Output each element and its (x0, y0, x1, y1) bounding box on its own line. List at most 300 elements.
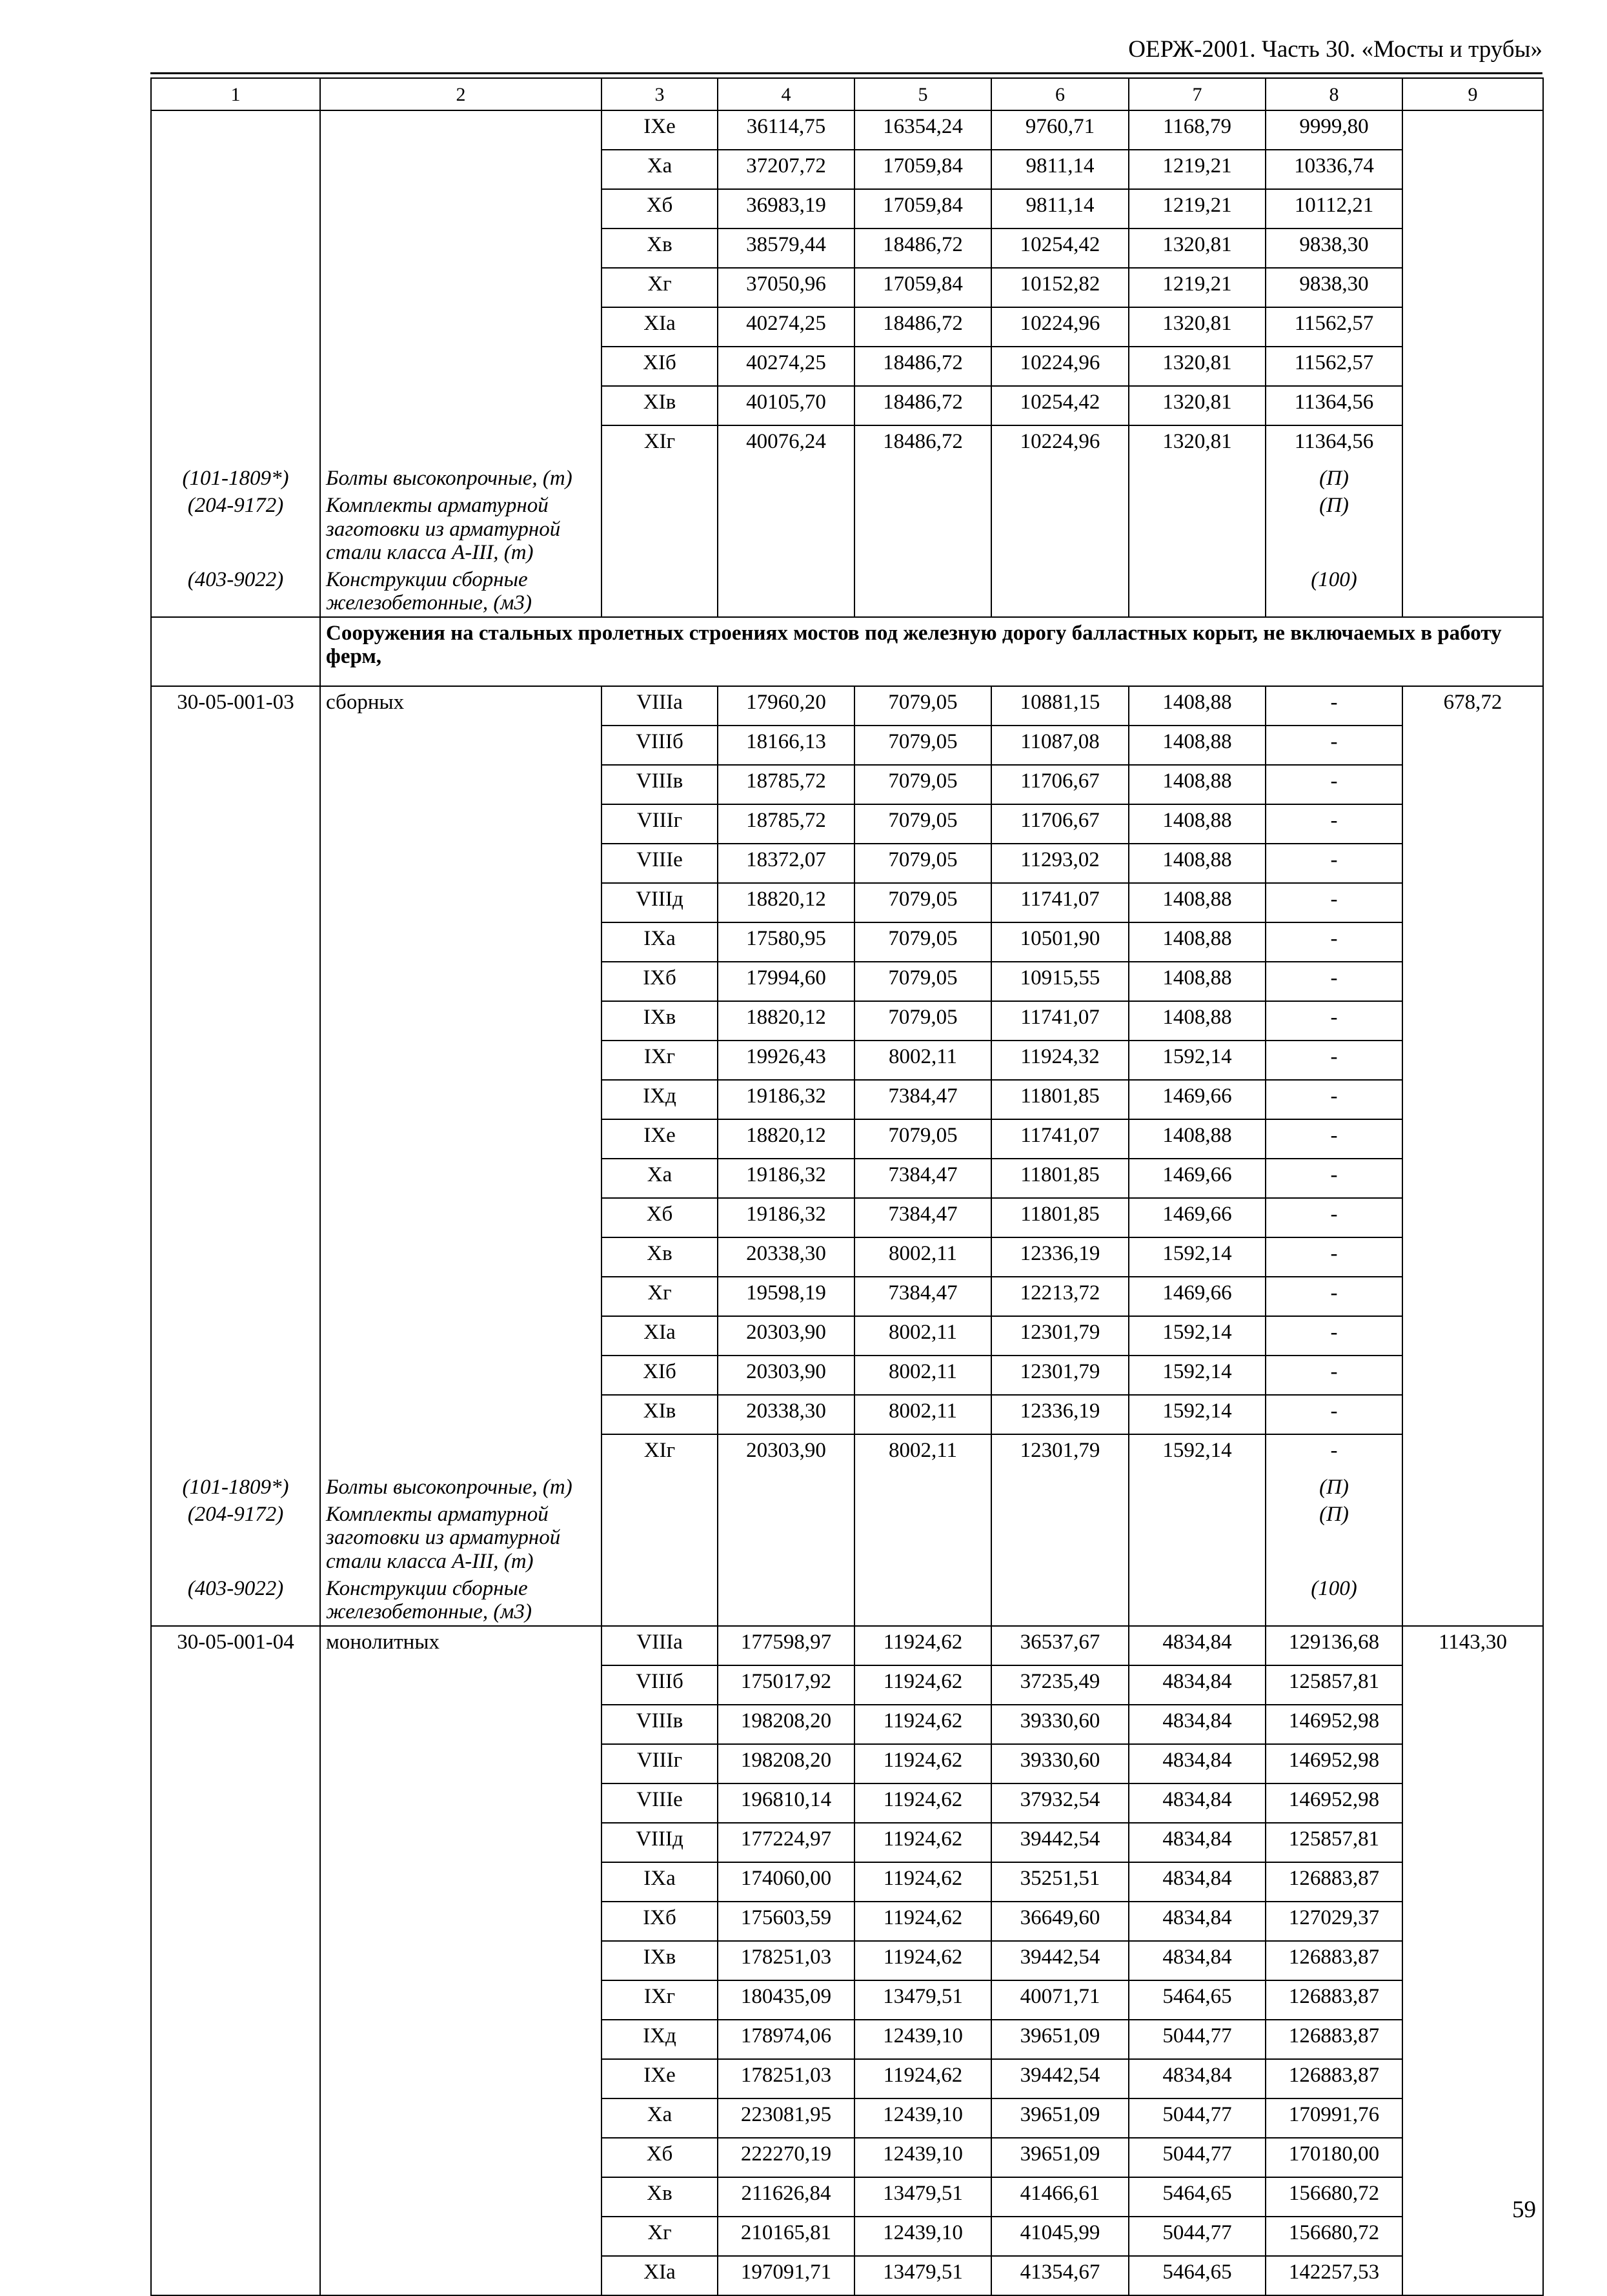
value-cell-col7: 1408,88 (1129, 686, 1266, 726)
rate-code-cell (151, 150, 320, 189)
rate-code-cell (151, 844, 320, 883)
rate-name-cell (320, 1119, 601, 1159)
value-cell-col7: 1469,66 (1129, 1277, 1266, 1316)
rate-code-cell (151, 1356, 320, 1395)
rate-name-cell (320, 2177, 601, 2217)
col9-cell (1402, 726, 1543, 765)
resource-code: (403-9022) (151, 1574, 320, 1626)
value-cell-col8: 126883,87 (1266, 2059, 1402, 2098)
value-cell-col5: 11924,62 (854, 1665, 991, 1705)
rate-code-cell (151, 1665, 320, 1705)
value-cell-col6: 11293,02 (991, 844, 1129, 883)
value-cell-col7: 1219,21 (1129, 150, 1266, 189)
col9-cell (1402, 229, 1543, 268)
col9-cell (1402, 2138, 1543, 2177)
value-cell-col7: 1408,88 (1129, 804, 1266, 844)
value-cell-col6: 10915,55 (991, 962, 1129, 1001)
zone-cell: VIIIд (601, 883, 718, 922)
rate-name-cell (320, 110, 601, 150)
value-cell-col8: 156680,72 (1266, 2177, 1402, 2217)
value-cell-col4: 40274,25 (718, 307, 854, 347)
empty-cell (1129, 1574, 1266, 1626)
rate-code-cell (151, 1744, 320, 1783)
rate-name-cell (320, 1041, 601, 1080)
value-cell-col7: 1219,21 (1129, 268, 1266, 307)
value-cell-col6: 11924,32 (991, 1041, 1129, 1080)
empty-cell (991, 464, 1129, 491)
empty-cell (718, 464, 854, 491)
value-cell-col6: 12301,79 (991, 1316, 1129, 1356)
table-row (151, 307, 1543, 347)
value-cell-col5: 16354,24 (854, 110, 991, 150)
rate-name-cell (320, 1237, 601, 1277)
value-cell-col6: 39442,54 (991, 1823, 1129, 1862)
table-row (151, 1705, 1543, 1744)
value-cell-col6: 39651,09 (991, 2020, 1129, 2059)
value-cell-col8: 156680,72 (1266, 2217, 1402, 2256)
value-cell-col5: 7079,05 (854, 726, 991, 765)
value-cell-col6: 36649,60 (991, 1902, 1129, 1941)
empty-cell (991, 565, 1129, 617)
value-cell-col4: 17580,95 (718, 922, 854, 962)
table-row (151, 2256, 1543, 2295)
value-cell-col8: 129136,68 (1266, 1626, 1402, 1665)
value-cell-col8: - (1266, 1119, 1402, 1159)
zone-cell: Xа (601, 1159, 718, 1198)
table-row (151, 1001, 1543, 1041)
resource-value: (П) (1266, 464, 1402, 491)
rate-name-cell (320, 347, 601, 386)
col9-cell (1402, 1119, 1543, 1159)
value-cell-col4: 18820,12 (718, 1119, 854, 1159)
zone-cell: IXг (601, 1041, 718, 1080)
value-cell-col8: 9838,30 (1266, 229, 1402, 268)
resource-name: Болты высокопрочные, (т) (320, 464, 601, 491)
value-cell-col6: 35251,51 (991, 1862, 1129, 1902)
value-cell-col8: - (1266, 1434, 1402, 1473)
table-row (151, 386, 1543, 425)
rate-code-cell (151, 883, 320, 922)
col9-cell (1402, 150, 1543, 189)
value-cell-col7: 1592,14 (1129, 1434, 1266, 1473)
col9-cell (1402, 307, 1543, 347)
value-cell-col4: 20338,30 (718, 1395, 854, 1434)
value-cell-col6: 11801,85 (991, 1198, 1129, 1237)
value-cell-col7: 5044,77 (1129, 2098, 1266, 2138)
resource-name: Конструкции сборные железобетонные, (м3) (320, 1574, 601, 1626)
col9-cell (1402, 1277, 1543, 1316)
rate-name-cell (320, 1001, 601, 1041)
column-number: 7 (1129, 78, 1266, 110)
value-cell-col7: 1408,88 (1129, 962, 1266, 1001)
empty-cell (991, 491, 1129, 565)
value-cell-col6: 10224,96 (991, 425, 1129, 464)
rate-code-cell (151, 1159, 320, 1198)
value-cell-col4: 20338,30 (718, 1237, 854, 1277)
rate-name-cell (320, 1159, 601, 1198)
column-number: 3 (601, 78, 718, 110)
resource-name: Конструкции сборные железобетонные, (м3) (320, 565, 601, 617)
value-cell-col6: 12336,19 (991, 1395, 1129, 1434)
value-cell-col8: 126883,87 (1266, 2020, 1402, 2059)
value-cell-col8: 9999,80 (1266, 110, 1402, 150)
empty-cell (854, 1500, 991, 1574)
rate-code-cell: 30-05-001-03 (151, 686, 320, 726)
rate-code-cell (151, 1434, 320, 1473)
table-row (151, 1237, 1543, 1277)
empty-cell (1129, 565, 1266, 617)
zone-cell: IXб (601, 1902, 718, 1941)
zone-cell: VIIIа (601, 1626, 718, 1665)
value-cell-col8: 126883,87 (1266, 1862, 1402, 1902)
table-row (151, 1980, 1543, 2020)
rate-name-cell (320, 2020, 601, 2059)
col9-cell (1402, 1744, 1543, 1783)
value-cell-col7: 1469,66 (1129, 1080, 1266, 1119)
value-cell-col5: 11924,62 (854, 1705, 991, 1744)
rate-code-cell (151, 1783, 320, 1823)
value-cell-col7: 4834,84 (1129, 2059, 1266, 2098)
value-cell-col4: 175603,59 (718, 1902, 854, 1941)
resource-code: (101-1809*) (151, 1473, 320, 1500)
rate-name-cell (320, 1705, 601, 1744)
col9-cell (1402, 1980, 1543, 2020)
rate-code-cell (151, 347, 320, 386)
value-cell-col5: 7079,05 (854, 962, 991, 1001)
col9-cell (1402, 1862, 1543, 1902)
column-number: 6 (991, 78, 1129, 110)
table-row (151, 922, 1543, 962)
rate-name-cell (320, 2256, 601, 2295)
table-row (151, 883, 1543, 922)
value-cell-col8: 170180,00 (1266, 2138, 1402, 2177)
table-row (151, 1862, 1543, 1902)
value-cell-col6: 11801,85 (991, 1159, 1129, 1198)
value-cell-col8: 146952,98 (1266, 1705, 1402, 1744)
value-cell-col8: - (1266, 726, 1402, 765)
col9-cell (1402, 268, 1543, 307)
value-cell-col6: 39442,54 (991, 2059, 1129, 2098)
rate-code-cell (151, 804, 320, 844)
rate-name-cell: сборных (320, 686, 601, 726)
table-row (151, 1316, 1543, 1356)
rate-code-cell (151, 765, 320, 804)
zone-cell: IXд (601, 2020, 718, 2059)
value-cell-col4: 40274,25 (718, 347, 854, 386)
zone-cell: IXг (601, 1980, 718, 2020)
rate-code-cell (151, 726, 320, 765)
col9-cell (1402, 1080, 1543, 1119)
table-row (151, 1434, 1543, 1473)
empty-cell (1129, 464, 1266, 491)
value-cell-col6: 12213,72 (991, 1277, 1129, 1316)
value-cell-col4: 178251,03 (718, 1941, 854, 1980)
rate-code-cell (151, 1041, 320, 1080)
value-cell-col5: 7384,47 (854, 1277, 991, 1316)
zone-cell: VIIIе (601, 1783, 718, 1823)
resource-code: (204-9172) (151, 491, 320, 565)
table-row (151, 2177, 1543, 2217)
value-cell-col4: 19926,43 (718, 1041, 854, 1080)
rate-code-cell (151, 1198, 320, 1237)
value-cell-col5: 7384,47 (854, 1080, 991, 1119)
value-cell-col4: 178251,03 (718, 2059, 854, 2098)
value-cell-col5: 11924,62 (854, 1941, 991, 1980)
value-cell-col8: - (1266, 883, 1402, 922)
zone-cell: Xб (601, 189, 718, 229)
resource-row (151, 1500, 1543, 1574)
rate-name-cell (320, 1395, 601, 1434)
value-cell-col6: 39330,60 (991, 1744, 1129, 1783)
value-cell-col6: 11741,07 (991, 1119, 1129, 1159)
rate-code-cell (151, 1395, 320, 1434)
value-cell-col4: 18166,13 (718, 726, 854, 765)
value-cell-col8: - (1266, 1198, 1402, 1237)
empty-cell (601, 1473, 718, 1500)
table-row (151, 1159, 1543, 1198)
column-number: 5 (854, 78, 991, 110)
rate-name-cell (320, 1665, 601, 1705)
zone-cell: VIIIв (601, 1705, 718, 1744)
value-cell-col5: 11924,62 (854, 1823, 991, 1862)
col9-cell (1402, 922, 1543, 962)
column-number: 4 (718, 78, 854, 110)
value-cell-col7: 1408,88 (1129, 922, 1266, 962)
rate-name-cell (320, 962, 601, 1001)
rate-code-cell (151, 229, 320, 268)
value-cell-col7: 4834,84 (1129, 1941, 1266, 1980)
col9-cell (1402, 1041, 1543, 1080)
rate-name-cell (320, 1434, 601, 1473)
value-cell-col4: 177224,97 (718, 1823, 854, 1862)
col9-cell (1402, 2059, 1543, 2098)
rate-name-cell (320, 765, 601, 804)
table-row (151, 1744, 1543, 1783)
value-cell-col8: - (1266, 1159, 1402, 1198)
value-cell-col7: 1469,66 (1129, 1198, 1266, 1237)
zone-cell: Xг (601, 1277, 718, 1316)
value-cell-col5: 11924,62 (854, 1783, 991, 1823)
table-row (151, 1041, 1543, 1080)
value-cell-col8: 9838,30 (1266, 268, 1402, 307)
col9-cell (1402, 1705, 1543, 1744)
table-row (151, 268, 1543, 307)
value-cell-col6: 9760,71 (991, 110, 1129, 150)
value-cell-col4: 19186,32 (718, 1080, 854, 1119)
value-cell-col4: 18820,12 (718, 1001, 854, 1041)
col9-cell (1402, 804, 1543, 844)
table-row (151, 765, 1543, 804)
value-cell-col4: 180435,09 (718, 1980, 854, 2020)
col9-cell (1402, 347, 1543, 386)
zone-cell: IXб (601, 962, 718, 1001)
resource-row (151, 565, 1543, 617)
value-cell-col7: 1592,14 (1129, 1041, 1266, 1080)
zone-cell: IXв (601, 1001, 718, 1041)
value-cell-col8: - (1266, 1041, 1402, 1080)
table-row (151, 1941, 1543, 1980)
value-cell-col5: 7079,05 (854, 765, 991, 804)
value-cell-col5: 18486,72 (854, 229, 991, 268)
empty-cell (1402, 491, 1543, 565)
empty-cell (854, 464, 991, 491)
rates-table-body (151, 78, 1543, 2295)
resource-value: (П) (1266, 491, 1402, 565)
value-cell-col4: 37207,72 (718, 150, 854, 189)
value-cell-col4: 19598,19 (718, 1277, 854, 1316)
zone-cell: XIг (601, 1434, 718, 1473)
rate-name-cell (320, 425, 601, 464)
resource-name: Комплекты арматурной заготовки из арматурной стали класса А-III, (т) (320, 1500, 601, 1574)
zone-cell: Xб (601, 1198, 718, 1237)
col9-cell (1402, 1198, 1543, 1237)
value-cell-col4: 40076,24 (718, 425, 854, 464)
value-cell-col5: 13479,51 (854, 2256, 991, 2295)
resource-row (151, 1574, 1543, 1626)
value-cell-col7: 1320,81 (1129, 229, 1266, 268)
rate-name-cell (320, 2059, 601, 2098)
empty-cell (718, 1500, 854, 1574)
value-cell-col4: 18785,72 (718, 765, 854, 804)
column-number: 1 (151, 78, 320, 110)
empty-cell (1402, 464, 1543, 491)
value-cell-col4: 174060,00 (718, 1862, 854, 1902)
value-cell-col7: 1592,14 (1129, 1395, 1266, 1434)
value-cell-col5: 13479,51 (854, 1980, 991, 2020)
table-row (151, 347, 1543, 386)
value-cell-col5: 11924,62 (854, 1626, 991, 1665)
rate-code-cell (151, 386, 320, 425)
resource-code: (403-9022) (151, 565, 320, 617)
value-cell-col4: 222270,19 (718, 2138, 854, 2177)
rate-name-cell (320, 1080, 601, 1119)
resource-row (151, 491, 1543, 565)
col9-cell (1402, 1001, 1543, 1041)
empty-cell (1402, 1473, 1543, 1500)
col9-cell (1402, 844, 1543, 883)
value-cell-col6: 40071,71 (991, 1980, 1129, 2020)
col9-cell (1402, 2256, 1543, 2295)
empty-cell (1129, 1500, 1266, 1574)
value-cell-col7: 1408,88 (1129, 726, 1266, 765)
value-cell-col8: 11364,56 (1266, 386, 1402, 425)
column-number: 8 (1266, 78, 1402, 110)
col9-cell (1402, 1237, 1543, 1277)
value-cell-col7: 1320,81 (1129, 347, 1266, 386)
rate-code-cell (151, 2177, 320, 2217)
value-cell-col4: 40105,70 (718, 386, 854, 425)
value-cell-col8: - (1266, 1316, 1402, 1356)
col9-cell: 678,72 (1402, 686, 1543, 726)
table-row (151, 229, 1543, 268)
value-cell-col7: 1592,14 (1129, 1356, 1266, 1395)
value-cell-col8: 170991,76 (1266, 2098, 1402, 2138)
value-cell-col5: 8002,11 (854, 1316, 991, 1356)
value-cell-col7: 1408,88 (1129, 765, 1266, 804)
col9-cell (1402, 189, 1543, 229)
zone-cell: XIб (601, 347, 718, 386)
value-cell-col6: 11741,07 (991, 883, 1129, 922)
value-cell-col6: 10152,82 (991, 268, 1129, 307)
col9-cell (1402, 1434, 1543, 1473)
rate-name-cell (320, 726, 601, 765)
value-cell-col5: 18486,72 (854, 425, 991, 464)
value-cell-col4: 223081,95 (718, 2098, 854, 2138)
empty-cell (991, 1473, 1129, 1500)
value-cell-col4: 196810,14 (718, 1783, 854, 1823)
table-row (151, 1395, 1543, 1434)
resource-value: (100) (1266, 1574, 1402, 1626)
empty-cell (601, 565, 718, 617)
value-cell-col8: - (1266, 962, 1402, 1001)
empty-cell (1402, 565, 1543, 617)
value-cell-col8: 11562,57 (1266, 307, 1402, 347)
rate-name-cell (320, 1277, 601, 1316)
zone-cell: XIв (601, 1395, 718, 1434)
table-row (151, 1823, 1543, 1862)
zone-cell: IXв (601, 1941, 718, 1980)
value-cell-col5: 12439,10 (854, 2217, 991, 2256)
value-cell-col6: 10254,42 (991, 229, 1129, 268)
rate-code-cell (151, 1080, 320, 1119)
value-cell-col7: 1320,81 (1129, 425, 1266, 464)
zone-cell: Xв (601, 1237, 718, 1277)
table-row (151, 1626, 1543, 1665)
table-row (151, 1119, 1543, 1159)
value-cell-col4: 177598,97 (718, 1626, 854, 1665)
value-cell-col6: 10501,90 (991, 922, 1129, 962)
value-cell-col8: 142257,53 (1266, 2256, 1402, 2295)
table-row (151, 1080, 1543, 1119)
value-cell-col6: 10881,15 (991, 686, 1129, 726)
rate-code-cell (151, 189, 320, 229)
value-cell-col4: 17960,20 (718, 686, 854, 726)
value-cell-col5: 11924,62 (854, 2059, 991, 2098)
col9-cell (1402, 1665, 1543, 1705)
rate-name-cell (320, 922, 601, 962)
value-cell-col4: 19186,32 (718, 1159, 854, 1198)
value-cell-col8: 11364,56 (1266, 425, 1402, 464)
resource-code: (204-9172) (151, 1500, 320, 1574)
column-number-row (151, 78, 1543, 110)
value-cell-col5: 11924,62 (854, 1862, 991, 1902)
value-cell-col7: 4834,84 (1129, 1862, 1266, 1902)
value-cell-col5: 7079,05 (854, 1119, 991, 1159)
rate-name-cell (320, 307, 601, 347)
table-row (151, 1356, 1543, 1395)
rate-code-cell (151, 922, 320, 962)
empty-cell (718, 491, 854, 565)
empty-cell (601, 1574, 718, 1626)
value-cell-col5: 13479,51 (854, 2177, 991, 2217)
table-row (151, 1902, 1543, 1941)
page-number: 59 (1512, 2197, 1536, 2223)
empty-cell (991, 1500, 1129, 1574)
resource-value: (100) (1266, 565, 1402, 617)
col9-cell (1402, 1941, 1543, 1980)
resource-name: Болты высокопрочные, (т) (320, 1473, 601, 1500)
rate-code-cell (151, 2059, 320, 2098)
zone-cell: IXа (601, 922, 718, 962)
value-cell-col5: 7079,05 (854, 686, 991, 726)
value-cell-col6: 10224,96 (991, 347, 1129, 386)
value-cell-col4: 210165,81 (718, 2217, 854, 2256)
rate-name-cell (320, 1823, 601, 1862)
table-row (151, 2098, 1543, 2138)
col9-cell (1402, 1395, 1543, 1434)
value-cell-col6: 12336,19 (991, 1237, 1129, 1277)
value-cell-col5: 7079,05 (854, 922, 991, 962)
